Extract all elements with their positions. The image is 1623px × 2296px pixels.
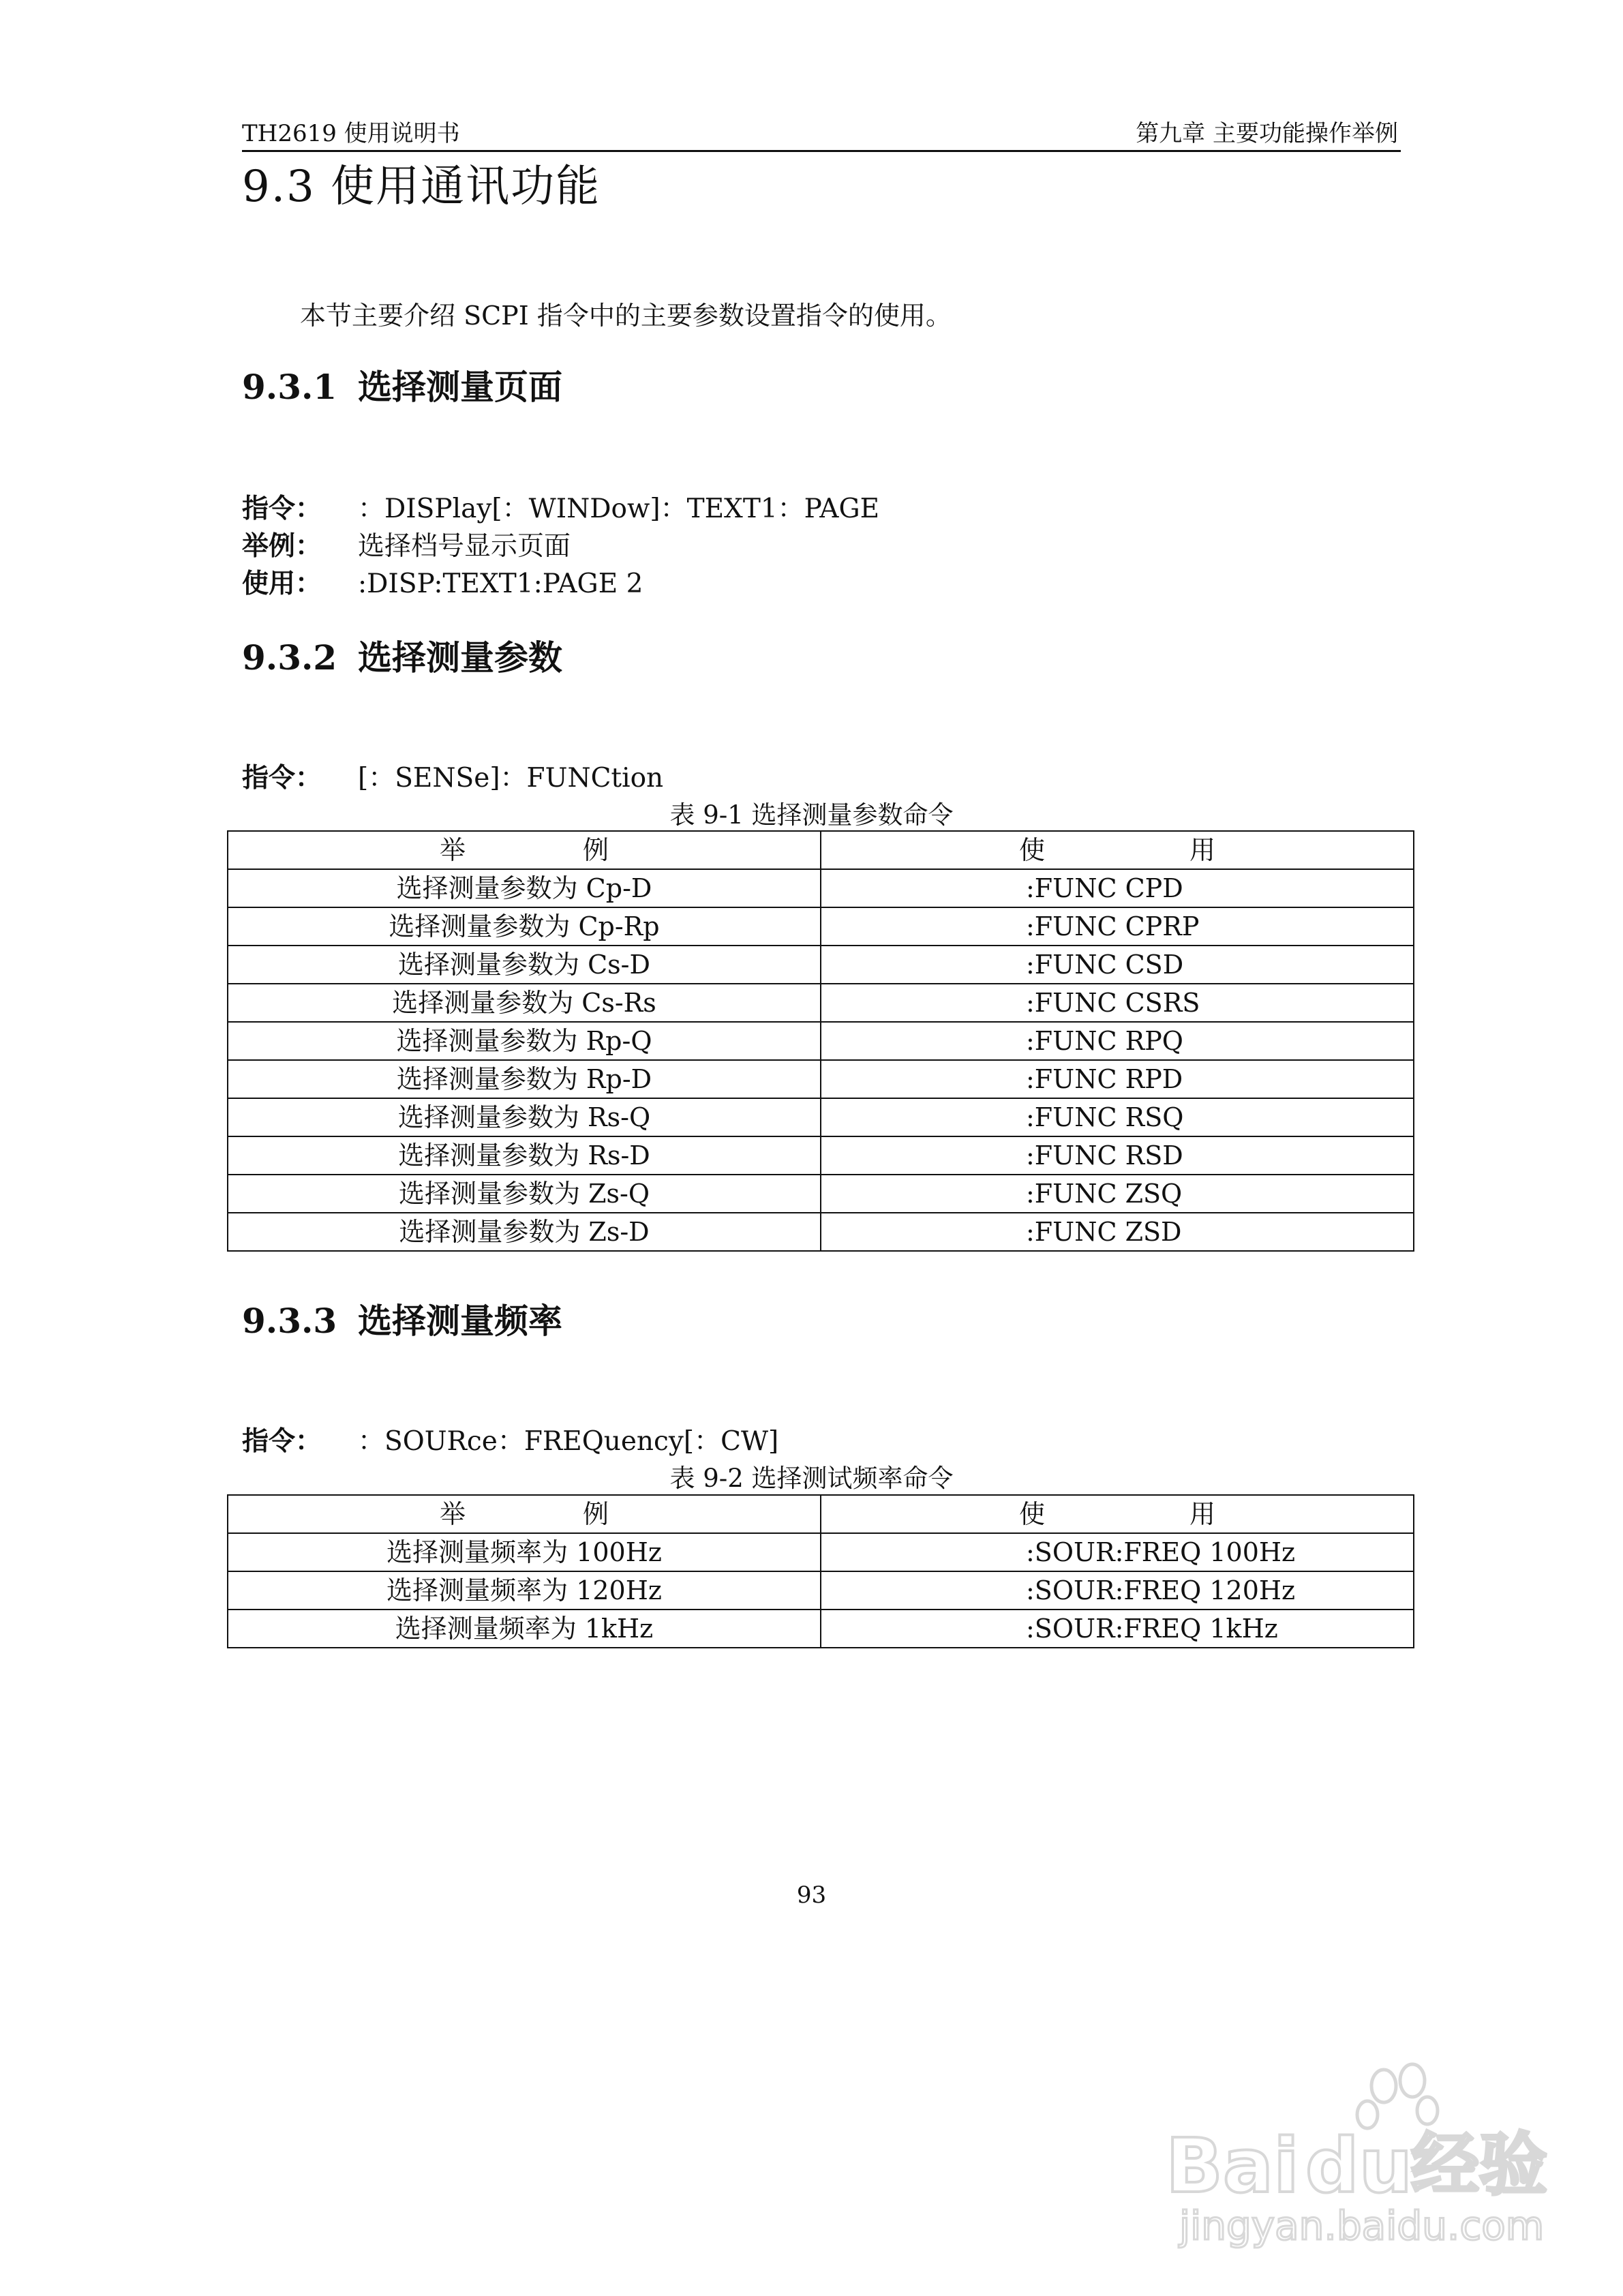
example-cell: 选择测量频率为 1kHz — [228, 1610, 821, 1648]
subsection-heading: 选择测量参数 — [358, 637, 562, 678]
table-row — [228, 984, 1414, 1022]
usage-cell: :SOUR:FREQ 120Hz — [821, 1571, 1414, 1610]
subsection-number: 9.3.1 — [242, 367, 337, 407]
table-row — [228, 907, 1414, 946]
svg-text:jingyan.baidu.com: jingyan.baidu.com — [1179, 2203, 1545, 2249]
section-title: 9.3 使用通讯功能 — [242, 162, 601, 212]
svg-text:du: du — [1305, 2122, 1413, 2209]
baidu-jingyan-watermark-logo — [1159, 2045, 1568, 2250]
table-row — [228, 1571, 1414, 1610]
table-row — [228, 946, 1414, 984]
frequency-command-table — [227, 1494, 1414, 1648]
usage-cell: :FUNC ZSD — [821, 1213, 1414, 1251]
command-label: 指令： — [242, 762, 322, 794]
table-header-row — [228, 831, 1414, 869]
svg-text:经验: 经验 — [1411, 2125, 1547, 2205]
table-row — [228, 1060, 1414, 1098]
header-doc-title: TH2619 使用说明书 — [242, 120, 460, 147]
table-row — [228, 1533, 1414, 1571]
table-row — [228, 1022, 1414, 1060]
command-line — [242, 1420, 778, 1458]
example-label: 举例： — [242, 530, 322, 562]
usage-cell: :FUNC RSD — [821, 1136, 1414, 1175]
command-label: 指令： — [242, 493, 322, 524]
command-value: ：DISPlay[：WINDow]：TEXT1：PAGE — [358, 494, 880, 524]
subsection-title-933 — [242, 1294, 562, 1343]
column-header-usage: 使 用 — [821, 831, 1414, 869]
subsection-number: 9.3.2 — [242, 637, 337, 678]
example-cell: 选择测量参数为 Cs-D — [228, 946, 821, 984]
usage-cell: :FUNC CSD — [821, 946, 1414, 984]
example-cell: 选择测量参数为 Cp-D — [228, 869, 821, 907]
example-cell: 选择测量参数为 Cp-Rp — [228, 907, 821, 946]
example-cell: 选择测量参数为 Rp-Q — [228, 1022, 821, 1060]
subsection-number: 9.3.3 — [242, 1301, 337, 1341]
table-header-row — [228, 1495, 1414, 1533]
usage-cell: :SOUR:FREQ 100Hz — [821, 1533, 1414, 1571]
section-intro: 本节主要介绍 SCPI 指令中的主要参数设置指令的使用。 — [300, 301, 952, 331]
table-caption-9-1: 表 9-1 选择测量参数命令 — [669, 800, 954, 830]
svg-text:Bai: Bai — [1166, 2122, 1299, 2209]
column-header-usage: 使 用 — [821, 1495, 1414, 1533]
usage-cell: :FUNC CPD — [821, 869, 1414, 907]
table-caption-9-2: 表 9-2 选择测试频率命令 — [669, 1464, 954, 1493]
table-row — [228, 1136, 1414, 1175]
example-cell: 选择测量参数为 Cs-Rs — [228, 984, 821, 1022]
usage-label: 使用： — [242, 568, 322, 599]
subsection-title-932 — [242, 631, 562, 680]
function-command-table — [227, 830, 1414, 1252]
usage-cell: :FUNC RPD — [821, 1060, 1414, 1098]
example-cell: 选择测量频率为 120Hz — [228, 1571, 821, 1610]
example-line — [242, 525, 571, 563]
usage-cell: :FUNC ZSQ — [821, 1175, 1414, 1213]
subsection-heading: 选择测量频率 — [358, 1301, 562, 1341]
usage-line — [242, 562, 643, 601]
usage-cell: :SOUR:FREQ 1kHz — [821, 1610, 1414, 1648]
subsection-title-931 — [242, 360, 562, 409]
command-value: [：SENSe]：FUNCtion — [358, 763, 664, 794]
table-row — [228, 869, 1414, 907]
command-label: 指令： — [242, 1425, 322, 1457]
subsection-heading: 选择测量页面 — [358, 367, 562, 407]
command-value: ：SOURce：FREQuency[：CW] — [358, 1426, 779, 1457]
example-cell: 选择测量参数为 Rp-D — [228, 1060, 821, 1098]
example-cell: 选择测量参数为 Rs-Q — [228, 1098, 821, 1136]
column-header-example: 举 例 — [228, 1495, 821, 1533]
usage-cell: :FUNC RSQ — [821, 1098, 1414, 1136]
usage-cell: :FUNC RPQ — [821, 1022, 1414, 1060]
table-row — [228, 1213, 1414, 1251]
column-header-example: 举 例 — [228, 831, 821, 869]
command-line — [242, 757, 663, 795]
usage-cell: :FUNC CPRP — [821, 907, 1414, 946]
example-cell: 选择测量参数为 Rs-D — [228, 1136, 821, 1175]
table-row — [228, 1098, 1414, 1136]
example-value: 选择档号显示页面 — [358, 531, 571, 562]
usage-value: :DISP:TEXT1:PAGE 2 — [358, 569, 643, 599]
example-cell: 选择测量频率为 100Hz — [228, 1533, 821, 1571]
example-cell: 选择测量参数为 Zs-D — [228, 1213, 821, 1251]
example-cell: 选择测量参数为 Zs-Q — [228, 1175, 821, 1213]
page-number: 93 — [796, 1882, 827, 1909]
usage-cell: :FUNC CSRS — [821, 984, 1414, 1022]
command-line — [242, 487, 879, 526]
table-row — [228, 1175, 1414, 1213]
header-chapter-title: 第九章 主要功能操作举例 — [1136, 120, 1398, 147]
table-row — [228, 1610, 1414, 1648]
